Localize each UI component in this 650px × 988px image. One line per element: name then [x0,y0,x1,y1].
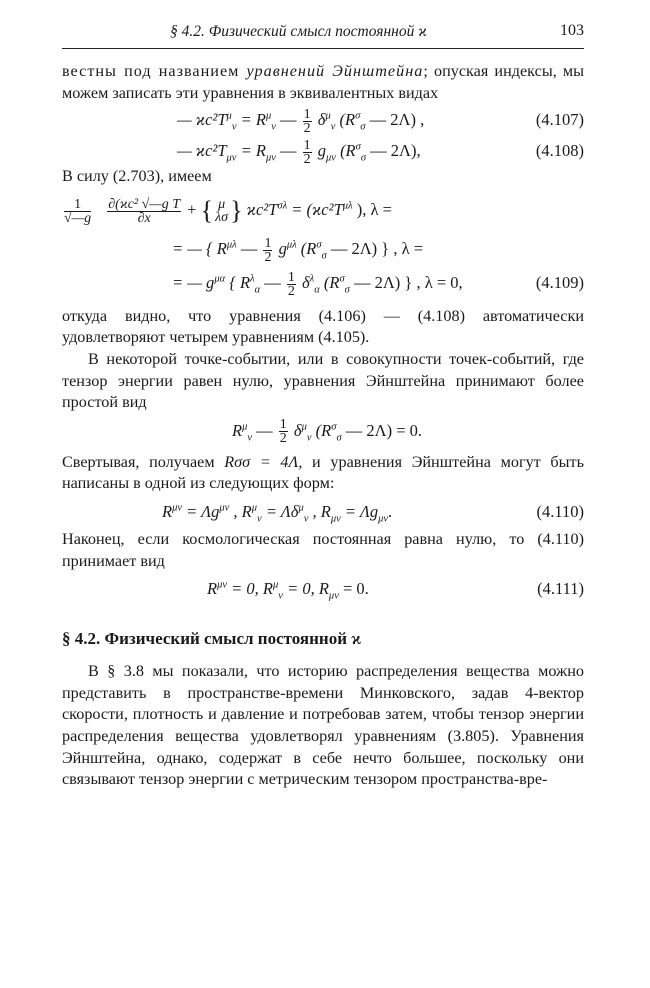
equation-number: (4.110) [536,501,584,521]
equation-number: (4.108) [535,141,584,161]
paragraph-2: В силу (2.703), имеем [62,167,212,186]
paragraph-7: В § 3.8 мы показали, что историю распределения вещества можно представить в пространстве-времени Минковского, задав 4-вектор скорости, плотность и давление и потребовав затем, чтобы тензор энергии распределения вещества удовлетворял уравнениям (3.805). Уравнения Эйнштейна, однако, содержат в себе нечто большее, поскольку они связывают тензор энергии с метрическим тензором пространства-вре- [62,662,584,789]
term-einstein-equations: уравнений Эйнштейна [246,62,424,80]
paragraph-3: откуда видно, что уравнения (4.106) — (4.108) автоматически удовлетворяют четырем уравнениям (4.105). [62,306,584,347]
running-head [62,18,584,49]
page-number: 103 [560,22,584,39]
equation-number: (4.109) [535,272,584,292]
equation-4-107: — $ϰc^2T^\mu_\nu = R^\mu_\nu$ — $\frac{1}{2}$ $\delta^\mu_\nu$ ($R^\sigma_\sigma$ — 2Λ) , (4.107) [62,104,584,135]
book-page [62,18,584,791]
equation-4-110: $R^{\mu\nu} = \Lambda g^{\mu\nu}$ , $R^\mu_\nu = \Lambda\delta^\mu_\nu$ , $R_{\mu\nu} = \Lambda g_{\mu\nu}$. (4.110) [62,495,584,529]
equation-4-109-line-2: = — { $R^{\mu\lambda}$ — $\frac{1}{2}$ $g^{\mu\lambda}$ ($R^\sigma_\sigma$ — 2Λ) } , λ = [172,235,424,265]
equation-4-111: $R^{\mu\nu} = 0$, $R^\mu_\nu = 0$, $R_{\mu\nu} = 0$. (4.111) [62,572,584,606]
running-head-title: § 4.2. Физический смысл постоянной ϰ [170,23,427,40]
paragraph-1: вестны под названием уравнений Эйнштейна; опуская индексы, мы можем записать эти уравнения в эквивалентных видах [62,62,585,102]
paragraph-5: Свертывая, получаем Rσσ = 4Λ, и уравнения Эйнштейна могут быть написаны в одной из следующих форм: [62,452,585,493]
paragraph-4: В некоторой точке-событии, или в совокупности точек-событий, где тензор энергии равен нулю, уравнения Эйнштейна принимают более простой вид [62,349,584,412]
equation-4-108: — $ϰc^2T_{\mu\nu} = R_{\mu\nu}$ — $\frac{1}{2}$ $g_{\mu\nu}$ ($R^\sigma_\sigma$ — 2Λ), (4.108) [62,135,584,166]
equation-4-109-line-1: $\frac{1}{√—g}$ $\frac{\text{∂(ϰc² √—g T}}{\partial x}$ + { μ λσ } $ϰc^2T^{\sigma\lambda} = (ϰc^2T^{\mu\lambda}$ ), λ = [64,196,392,226]
equation-vacuum: $R^\mu_\nu$ — $\frac{1}{2}$ $\delta^\mu_\nu$ ($R^\sigma_\sigma$ — 2Λ) = 0. [232,417,423,447]
equation-number: (4.107) [535,110,584,130]
paragraph-6: Наконец, если космологическая постоянная равна нулю, то (4.110) принимает вид [62,529,584,570]
section-heading: § 4.2. Физический смысл постоянной ϰ [62,629,362,649]
equation-number: (4.111) [537,579,584,599]
equation-4-109-line-3: = — $g^{\mu\alpha}$ { $R^\lambda_\alpha$ — $\frac{1}{2}$ $\delta^\lambda_\alpha$ ($R^\sigma_\sigma$ — 2Λ) } , λ = 0, (4.109) [62,266,584,300]
